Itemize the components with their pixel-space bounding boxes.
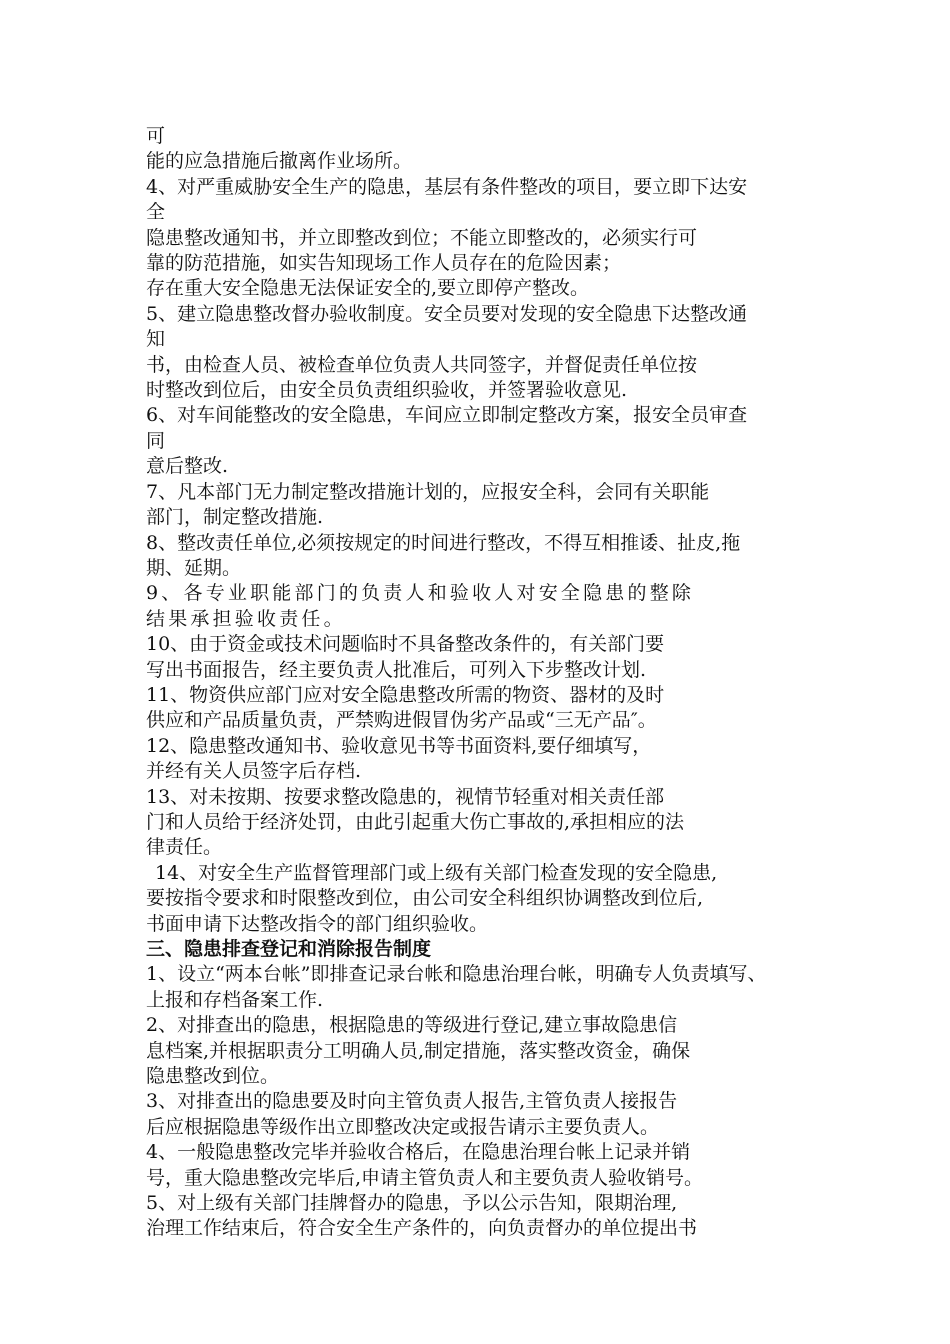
text-line: 能的应急措施后撤离作业场所。: [146, 150, 413, 173]
text-line: 隐患整改到位。: [146, 1065, 280, 1088]
text-line: 2、对排查出的隐患，根据隐患的等级进行登记,建立事故隐患信: [146, 1014, 678, 1037]
text-line: 知: [146, 328, 166, 351]
text-line: 时整改到位后，由安全员负责组织验收，并签署验收意见.: [146, 379, 628, 402]
text-line: 全: [146, 201, 166, 224]
text-line: 结果承担验收责任。: [146, 607, 346, 630]
text-line: 号，重大隐患整改完毕后,申请主管负责人和主要负责人验收销号。: [146, 1166, 704, 1189]
text-line: 书，由检查人员、被检查单位负责人共同签字，并督促责任单位按: [146, 353, 698, 376]
text-line: 治理工作结束后，符合安全生产条件的，向负责督办的单位提出书: [146, 1217, 698, 1240]
text-line: 同: [146, 429, 166, 452]
text-line: 10、由于资金或技术问题临时不具备整改条件的，有关部门要: [146, 633, 665, 656]
text-line: 息档案,并根据职责分工明确人员,制定措施，落实整改资金，确保: [146, 1039, 691, 1062]
text-line: 部门，制定整改措施.: [146, 506, 324, 529]
text-line: 期、延期。: [146, 556, 242, 579]
text-line: 律责任。: [146, 836, 223, 859]
text-line: 隐患整改通知书，并立即整改到位；不能立即整改的，必须实行可: [146, 226, 698, 249]
document-body: [146, 124, 816, 1242]
text-line: 写出书面报告，经主要负责人批准后，可列入下步整改计划.: [146, 658, 647, 681]
text-line: 6、对车间能整改的安全隐患，车间应立即制定整改方案，报安全员审查: [146, 404, 748, 427]
text-line: 4、对严重威胁安全生产的隐患，基层有条件整改的项目，要立即下达安: [146, 175, 748, 198]
text-line: 9、各专业职能部门的负责人和验收人对安全隐患的整除: [146, 582, 695, 605]
section-heading: 三、隐患排查登记和消除报告制度: [146, 938, 432, 960]
text-line: 意后整改.: [146, 455, 229, 478]
text-line: 13、对未按期、按要求整改隐患的，视情节轻重对相关责任部: [146, 785, 665, 808]
text-line: 4、一般隐患整改完毕并验收合格后，在隐患治理台帐上记录并销: [146, 1141, 691, 1164]
text-line: 14、对安全生产监督管理部门或上级有关部门检查发现的安全隐患,: [155, 861, 718, 884]
text-line: 5、对上级有关部门挂牌督办的隐患，予以公示告知，限期治理,: [146, 1192, 678, 1215]
text-line: 1、设立“两本台帐”即排查记录台帐和隐患治理台帐，明确专人负责填写、: [146, 963, 767, 986]
text-line: 可: [146, 125, 166, 147]
text-line: 并经有关人员签字后存档.: [146, 760, 362, 783]
text-line: 8、整改责任单位,必须按规定的时间进行整改，不得互相推诿、扯皮,拖: [146, 531, 741, 554]
text-line: 书面申请下达整改指令的部门组织验收。: [146, 912, 489, 935]
text-line: 供应和产品质量负责，严禁购进假冒伪劣产品或“三无产品″。: [146, 709, 657, 732]
text-line: 3、对排查出的隐患要及时向主管负责人报告,主管负责人接报告: [146, 1090, 678, 1113]
text-line: 7、凡本部门无力制定整改措施计划的，应报安全科，会同有关职能: [146, 480, 710, 503]
text-line: 上报和存档备案工作.: [146, 988, 324, 1011]
text-line: 5、建立隐患整改督办验收制度。安全员要对发现的安全隐患下达整改通: [146, 302, 748, 325]
text-line: 11、物资供应部门应对安全隐患整改所需的物资、器材的及时: [146, 683, 665, 706]
text-line: 门和人员给于经济处罚，由此引起重大伤亡事故的,承担相应的法: [146, 810, 685, 833]
text-line: 存在重大安全隐患无法保证安全的,要立即停产整改。: [146, 277, 590, 300]
text-line: 要按指令要求和时限整改到位，由公司安全科组织协调整改到位后,: [146, 887, 704, 910]
text-line: 靠的防范措施，如实告知现场工作人员存在的危险因素；: [146, 252, 622, 275]
text-line: 12、隐患整改通知书、验收意见书等书面资料,要仔细填写，: [146, 734, 652, 757]
text-line: 后应根据隐患等级作出立即整改决定或报告请示主要负责人。: [146, 1115, 660, 1138]
